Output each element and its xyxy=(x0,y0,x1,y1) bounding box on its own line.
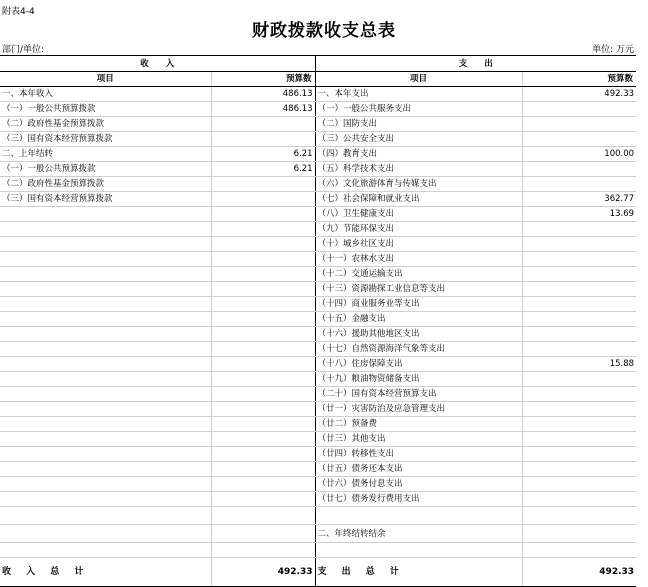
expense-item-cell: （廿六）债务付息支出 xyxy=(315,477,522,492)
expense-item-cell: （二）国防支出 xyxy=(315,117,522,132)
expense-item-cell: （七）社会保障和就业支出 xyxy=(315,192,522,207)
expense-amount-cell xyxy=(522,372,636,387)
income-item-cell xyxy=(0,282,211,297)
income-item-cell xyxy=(0,207,211,222)
income-amount-cell xyxy=(211,507,315,525)
expense-amount-cell xyxy=(522,492,636,507)
income-amount-cell: 6.21 xyxy=(211,147,315,162)
expense-section-header: 支 出 xyxy=(315,56,636,72)
expense-total-label: 支 出 总 计 xyxy=(315,558,522,587)
expense-amount-cell xyxy=(522,462,636,477)
expense-amount-cell xyxy=(522,222,636,237)
table-row xyxy=(0,525,636,543)
income-item-cell xyxy=(0,267,211,282)
income-amount-cell xyxy=(211,462,315,477)
expense-amount-cell xyxy=(522,312,636,327)
expense-item-cell: （二十）国有资本经营预算支出 xyxy=(315,387,522,402)
expense-item-cell: （三）公共安全支出 xyxy=(315,132,522,147)
income-amount-cell xyxy=(211,267,315,282)
income-total-label: 收 入 总 计 xyxy=(0,558,211,587)
income-amount-cell xyxy=(211,525,315,543)
income-amount-cell xyxy=(211,417,315,432)
income-item-cell: （一）一般公共预算拨款 xyxy=(0,162,211,177)
expense-amount-cell xyxy=(522,342,636,357)
income-item-cell xyxy=(0,507,211,525)
table-row xyxy=(0,402,636,417)
expense-total-amount: 492.33 xyxy=(522,558,636,587)
income-item-cell xyxy=(0,222,211,237)
appendix-tag: 附表4-4 xyxy=(2,7,35,17)
expense-item-cell xyxy=(315,543,522,558)
income-item-cell: （二）政府性基金预算拨款 xyxy=(0,177,211,192)
table-row xyxy=(0,342,636,357)
income-item-cell xyxy=(0,357,211,372)
expense-amount-cell xyxy=(522,162,636,177)
income-item-cell: （二）政府性基金预算拨款 xyxy=(0,117,211,132)
expense-amount-cell: 15.88 xyxy=(522,357,636,372)
income-item-header: 项目 xyxy=(0,72,211,87)
expense-amount-cell xyxy=(522,477,636,492)
income-amount-cell xyxy=(211,192,315,207)
expense-amount-cell xyxy=(522,132,636,147)
expense-item-cell: （九）节能环保支出 xyxy=(315,222,522,237)
table-row xyxy=(0,102,636,117)
income-amount-cell: 486.13 xyxy=(211,102,315,117)
income-amount-cell xyxy=(211,492,315,507)
expense-item-cell: （一）一般公共服务支出 xyxy=(315,102,522,117)
expense-item-header: 项目 xyxy=(315,72,522,87)
table-row xyxy=(0,417,636,432)
page-title: 财政拨款收支总表 xyxy=(252,21,396,41)
income-amount-cell xyxy=(211,132,315,147)
expense-amount-cell xyxy=(522,417,636,432)
table-row xyxy=(0,87,636,102)
expense-amount-cell xyxy=(522,252,636,267)
table-row xyxy=(0,297,636,312)
income-amount-cell xyxy=(211,207,315,222)
income-total-amount: 492.33 xyxy=(211,558,315,587)
expense-item-cell: （十三）资源勘探工业信息等支出 xyxy=(315,282,522,297)
table-row xyxy=(0,207,636,222)
income-budget-header: 预算数 xyxy=(211,72,315,87)
expense-item-cell: （十六）援助其他地区支出 xyxy=(315,327,522,342)
expense-item-cell: （十五）金融支出 xyxy=(315,312,522,327)
section-header-row xyxy=(0,56,636,72)
expense-item-cell: （廿二）预备费 xyxy=(315,417,522,432)
table-row xyxy=(0,237,636,252)
expense-amount-cell: 100.00 xyxy=(522,147,636,162)
income-item-cell xyxy=(0,447,211,462)
income-amount-cell xyxy=(211,237,315,252)
table-row xyxy=(0,267,636,282)
income-item-cell xyxy=(0,417,211,432)
expense-amount-cell xyxy=(522,282,636,297)
income-amount-cell xyxy=(211,312,315,327)
table-row xyxy=(0,357,636,372)
expense-item-cell: 二、年终结转结余 xyxy=(315,525,522,543)
expense-item-cell: （廿五）债务还本支出 xyxy=(315,462,522,477)
table-row xyxy=(0,507,636,525)
expense-amount-cell: 362.77 xyxy=(522,192,636,207)
totals-row xyxy=(0,558,636,587)
expense-item-cell: （十七）自然资源海洋气象等支出 xyxy=(315,342,522,357)
income-item-cell xyxy=(0,477,211,492)
table-row xyxy=(0,252,636,267)
income-item-cell xyxy=(0,462,211,477)
table-row xyxy=(0,492,636,507)
expense-amount-cell: 13.69 xyxy=(522,207,636,222)
budget-summary-table xyxy=(0,55,636,587)
expense-item-cell: （四）教育支出 xyxy=(315,147,522,162)
expense-item-cell: （十）城乡社区支出 xyxy=(315,237,522,252)
table-row xyxy=(0,477,636,492)
expense-item-cell: （十八）住房保障支出 xyxy=(315,357,522,372)
income-item-cell: （一）一般公共预算拨款 xyxy=(0,102,211,117)
department-label: 部门/单位: xyxy=(2,45,45,55)
expense-amount-cell xyxy=(522,447,636,462)
income-amount-cell xyxy=(211,252,315,267)
income-item-cell xyxy=(0,297,211,312)
expense-amount-cell xyxy=(522,543,636,558)
unit-label: 单位: 万元 xyxy=(592,45,634,55)
expense-amount-cell xyxy=(522,117,636,132)
table-row xyxy=(0,312,636,327)
income-amount-cell xyxy=(211,327,315,342)
expense-amount-cell xyxy=(522,525,636,543)
table-row xyxy=(0,177,636,192)
income-amount-cell xyxy=(211,432,315,447)
income-amount-cell xyxy=(211,177,315,192)
income-amount-cell xyxy=(211,402,315,417)
income-amount-cell xyxy=(211,387,315,402)
income-amount-cell xyxy=(211,282,315,297)
expense-item-cell: （六）文化旅游体育与传媒支出 xyxy=(315,177,522,192)
expense-item-cell: （廿一）灾害防治及应急管理支出 xyxy=(315,402,522,417)
table-row xyxy=(0,162,636,177)
table-row xyxy=(0,462,636,477)
expense-amount-cell xyxy=(522,102,636,117)
income-amount-cell xyxy=(211,372,315,387)
income-item-cell xyxy=(0,543,211,558)
expense-item-cell: （廿三）其他支出 xyxy=(315,432,522,447)
income-item-cell xyxy=(0,312,211,327)
expense-amount-cell: 492.33 xyxy=(522,87,636,102)
income-item-cell xyxy=(0,402,211,417)
income-item-cell xyxy=(0,525,211,543)
income-item-cell xyxy=(0,342,211,357)
income-amount-cell xyxy=(211,222,315,237)
expense-amount-cell xyxy=(522,267,636,282)
expense-item-cell xyxy=(315,507,522,525)
expense-item-cell: （八）卫生健康支出 xyxy=(315,207,522,222)
table-row xyxy=(0,132,636,147)
expense-amount-cell xyxy=(522,327,636,342)
income-amount-cell: 486.13 xyxy=(211,87,315,102)
expense-budget-header: 预算数 xyxy=(522,72,636,87)
table-row xyxy=(0,147,636,162)
table-row xyxy=(0,447,636,462)
expense-item-cell: （五）科学技术支出 xyxy=(315,162,522,177)
table-row xyxy=(0,192,636,207)
income-item-cell: （三）国有资本经营预算拨款 xyxy=(0,192,211,207)
income-item-cell xyxy=(0,327,211,342)
income-amount-cell xyxy=(211,543,315,558)
expense-amount-cell xyxy=(522,432,636,447)
expense-item-cell: （廿七）债务发行费用支出 xyxy=(315,492,522,507)
income-amount-cell xyxy=(211,447,315,462)
expense-item-cell: （十四）商业服务业等支出 xyxy=(315,297,522,312)
income-item-cell xyxy=(0,492,211,507)
income-amount-cell xyxy=(211,117,315,132)
income-amount-cell xyxy=(211,477,315,492)
table-row xyxy=(0,222,636,237)
table-row xyxy=(0,543,636,558)
income-item-cell xyxy=(0,387,211,402)
table-row xyxy=(0,387,636,402)
expense-item-cell: （十九）粮油物资储备支出 xyxy=(315,372,522,387)
expense-amount-cell xyxy=(522,507,636,525)
expense-item-cell: （十二）交通运输支出 xyxy=(315,267,522,282)
table-row xyxy=(0,282,636,297)
expense-amount-cell xyxy=(522,402,636,417)
expense-amount-cell xyxy=(522,297,636,312)
expense-amount-cell xyxy=(522,387,636,402)
income-section-header: 收 入 xyxy=(0,56,315,72)
income-amount-cell xyxy=(211,357,315,372)
expense-item-cell: 一、本年支出 xyxy=(315,87,522,102)
income-item-cell xyxy=(0,252,211,267)
income-item-cell xyxy=(0,432,211,447)
expense-item-cell: （十一）农林水支出 xyxy=(315,252,522,267)
expense-amount-cell xyxy=(522,177,636,192)
expense-amount-cell xyxy=(522,237,636,252)
income-item-cell xyxy=(0,237,211,252)
expense-item-cell: （廿四）转移性支出 xyxy=(315,447,522,462)
table-row xyxy=(0,117,636,132)
income-item-cell: 二、上年结转 xyxy=(0,147,211,162)
table-row xyxy=(0,327,636,342)
income-amount-cell xyxy=(211,342,315,357)
income-item-cell: （三）国有资本经营预算拨款 xyxy=(0,132,211,147)
column-header-row xyxy=(0,72,636,87)
income-item-cell xyxy=(0,372,211,387)
income-amount-cell: 6.21 xyxy=(211,162,315,177)
income-item-cell: 一、本年收入 xyxy=(0,87,211,102)
income-amount-cell xyxy=(211,297,315,312)
table-row xyxy=(0,372,636,387)
table-row xyxy=(0,432,636,447)
